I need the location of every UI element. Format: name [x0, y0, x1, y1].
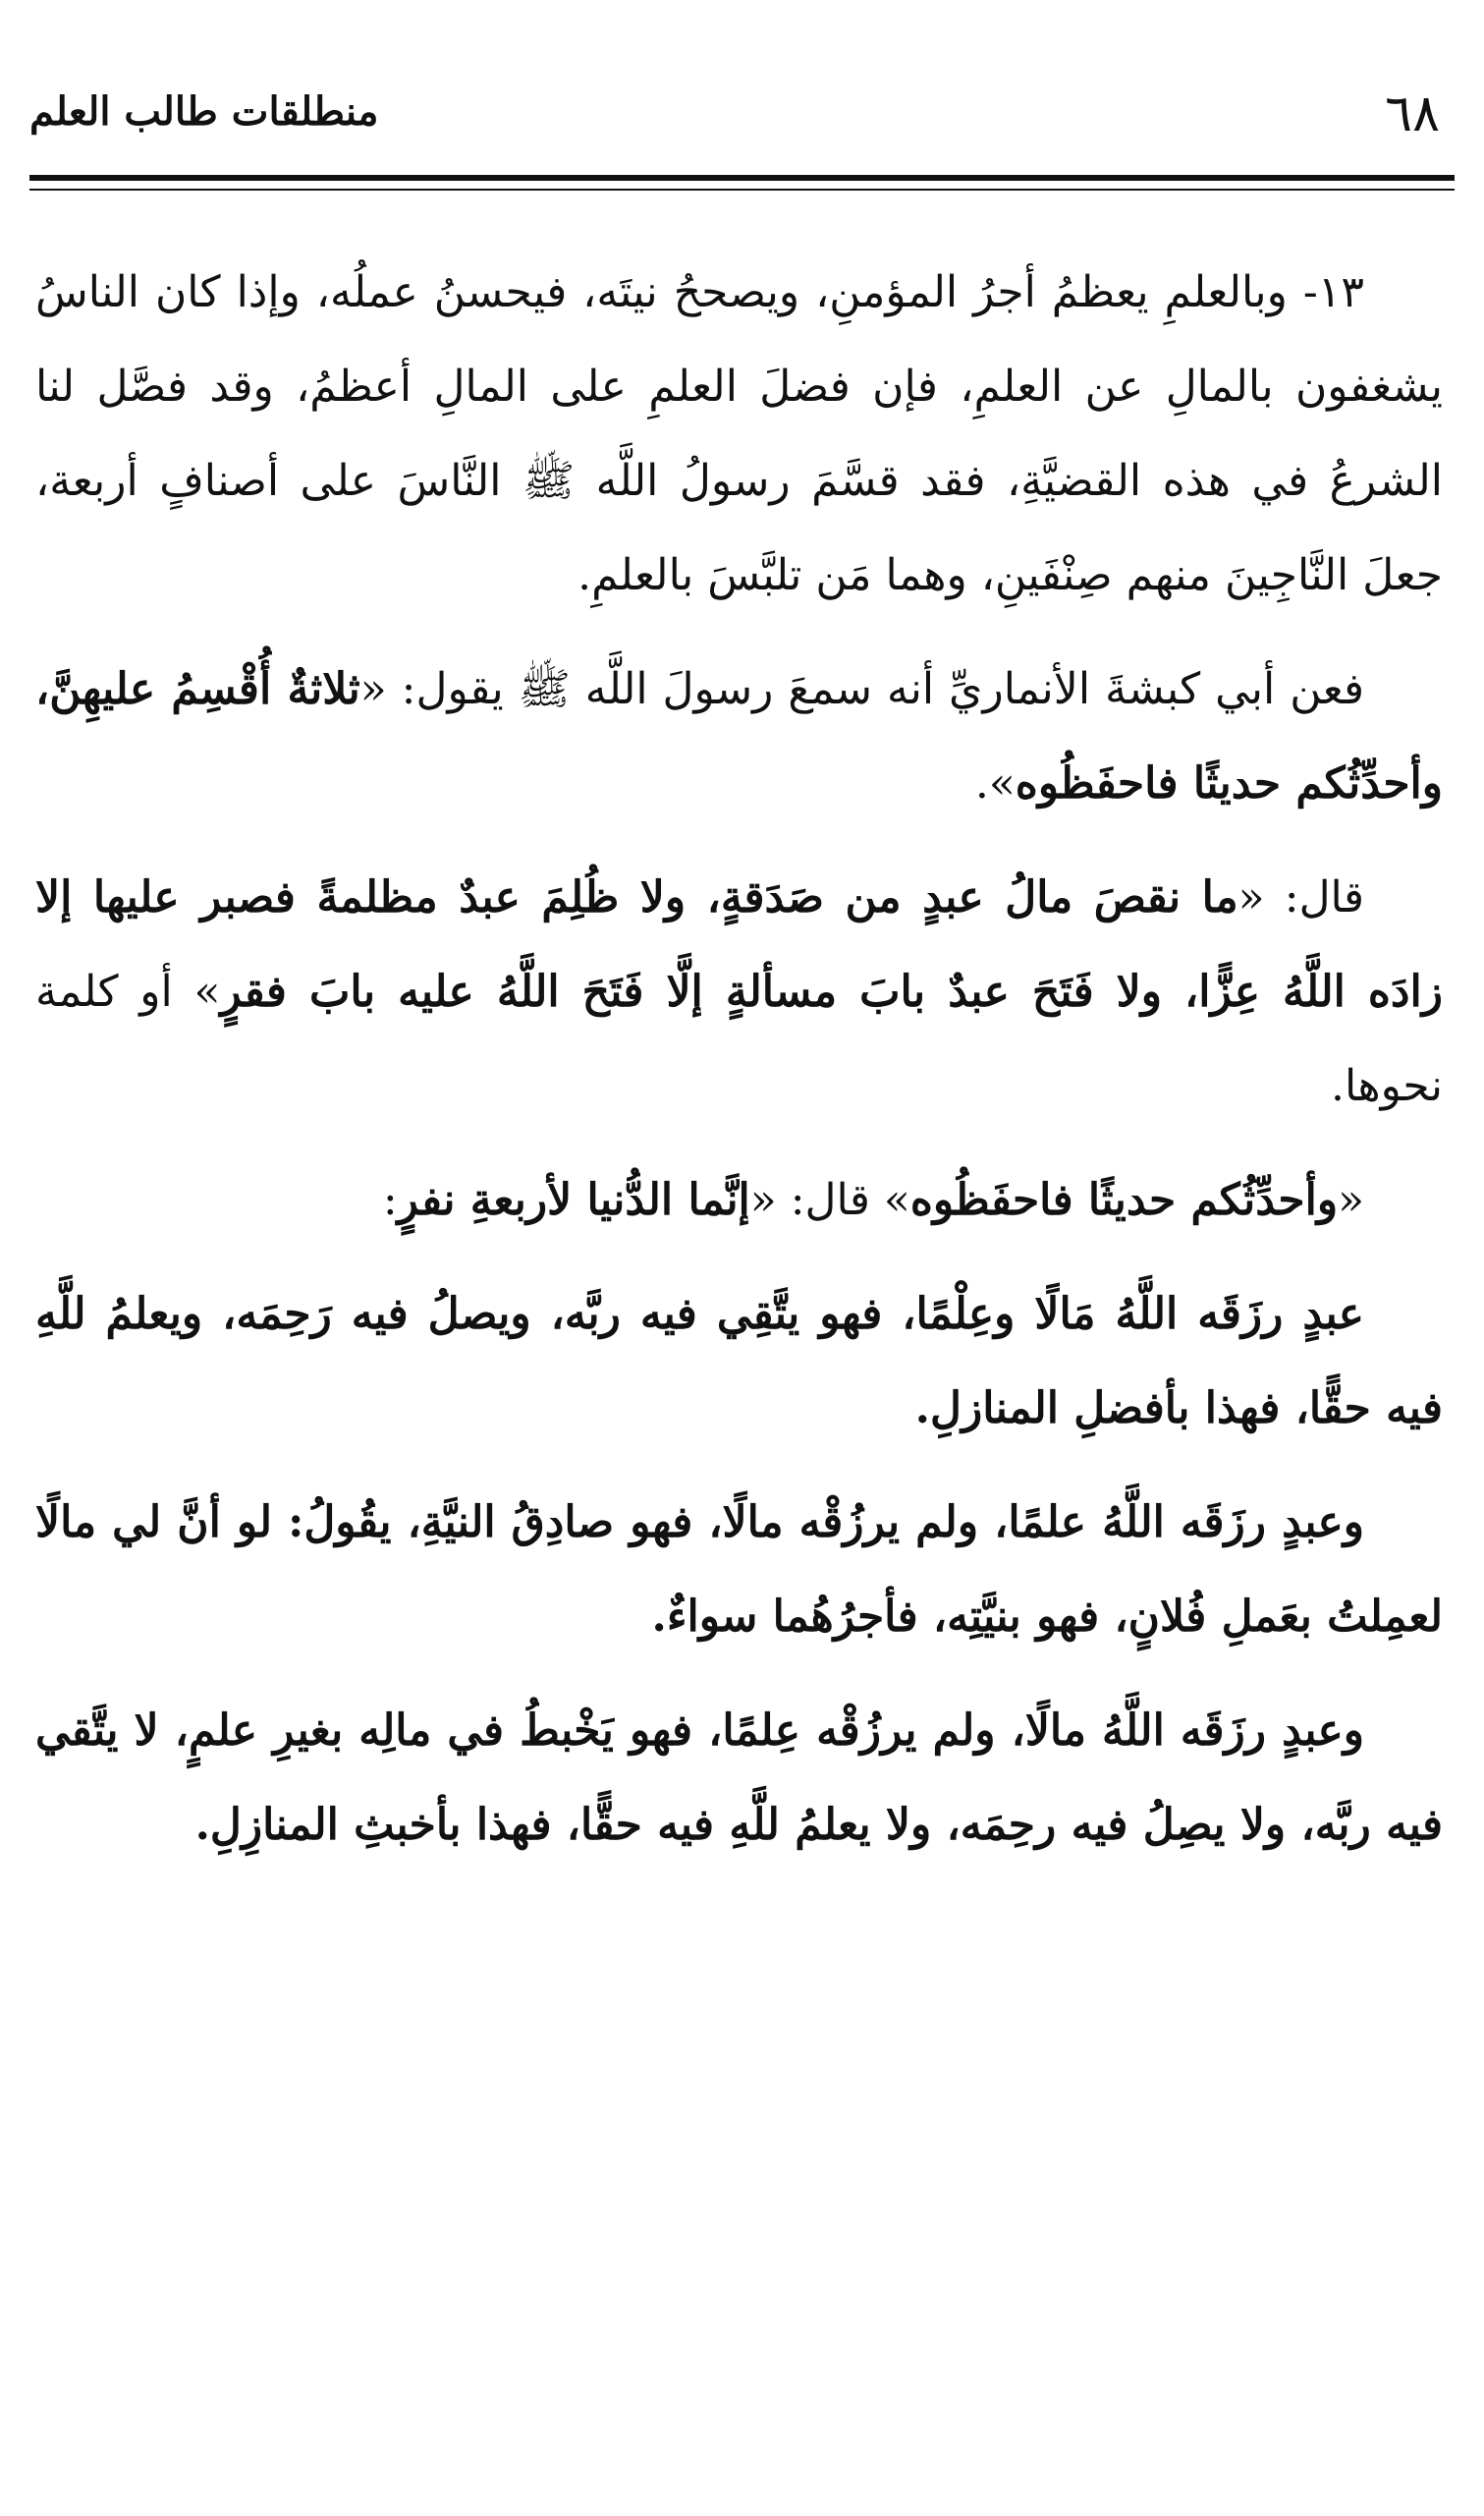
- page-header: [29, 79, 1440, 157]
- hadith-quote: وعبدٍ رزَقَه اللَّهُ مالًا، ولم يرزُقْه عِلمًا، فهو يَخْبطُ في مالِه بغيرِ علمٍ، لا يتَّقي فيه ربَّه، ولا يصِلُ فيه رحِمَه، ولا يعلمُ للَّهِ فيه حقًّا، فهذا بأخبثِ المنازِلِ.: [35, 1705, 1443, 1850]
- paragraph-text: ».: [974, 758, 1016, 809]
- running-title: منطلقات طالب العلم: [29, 88, 379, 135]
- paragraph-text: » أو كلمة نحوها.: [35, 967, 1443, 1111]
- hadith-quote: عبدٍ رزَقَه اللَّهُ مَالًا وعِلْمًا، فهو يتَّقِي فيه ربَّه، ويصلُ فيه رَحِمَه، ويعلمُ للَّهِ فيه حقًّا، فهذا بأفضلِ المنازلِ.: [35, 1289, 1443, 1433]
- third-servant-paragraph: [35, 1684, 1443, 1873]
- hadith-quote: إنَّما الدُّنيا لأربعةِ نفرٍ: [397, 1175, 750, 1225]
- paragraph-text: :: [382, 1175, 398, 1225]
- header-rule-thick: [29, 175, 1455, 181]
- hadith-quote: وأحدِّثُكم حديثًا فاحفَظُوه: [909, 1175, 1339, 1225]
- hadith-quote: ما نقصَ مالُ عبدٍ من صَدَقةٍ، ولا ظُلِمَ عبدٌ مظلمةً فصبر عليها إلا زادَه اللَّهُ عِزًّا، ولا فَتَحَ عبدٌ بابَ مسألةٍ إلَّا فَتَحَ اللَّهُ عليه بابَ فقرٍ: [35, 872, 1443, 1017]
- hadith-quote: وعبدٍ رزَقَه اللَّهُ علمًا، ولم يرزُقْه مالًا، فهو صادِقُ النيَّةِ، يقُولُ: لو أنَّ لي مالًا لعمِلتُ بعَملِ فُلانٍ، فهو بنيَّتِه، فأجرُهُما سواءٌ.: [35, 1497, 1443, 1642]
- four-people-intro-paragraph: [35, 1153, 1443, 1248]
- hadith-saying-paragraph: [35, 851, 1443, 1134]
- paragraph-13: [35, 246, 1443, 623]
- second-servant-paragraph: [35, 1476, 1443, 1664]
- paragraph-text: وبالعلمِ يعظمُ أجرُ المؤمنِ، ويصححُ نيتَه، فيحسنُ عملُه، وإذا كان الناسُ يشغفون بالمالِ عن العلمِ، فإن فضلَ العلمِ على المالِ أعظمُ، وقد فصَّل لنا الشرعُ في هذه القضيَّةِ، فقد قسَّمَ رسولُ اللَّه ﷺ النَّاسَ على أصنافٍ أربعة، جعلَ النَّاجِينَ منهم صِنْفَينِ، وهما مَن تلبَّسَ بالعلمِ.: [35, 267, 1443, 600]
- hadith-quote: ثلاثةٌ أُقْسِمُ عليهِنَّ، وأحدِّثُكم حديثًا فاحفَظُوه: [35, 664, 1443, 809]
- paragraph-text: قال: «: [1237, 872, 1364, 923]
- paragraph-text: فعن أبي كبشةَ الأنماريِّ أنه سمعَ رسولَ اللَّه ﷺ يقول: «: [359, 664, 1364, 714]
- page-body: [35, 246, 1443, 1873]
- page-number: ٦٨: [1385, 84, 1440, 143]
- first-servant-paragraph: [35, 1267, 1443, 1456]
- header-rule-thin: [29, 189, 1455, 191]
- paragraph-text: » قال: «: [749, 1175, 910, 1225]
- paragraph-number: ١٣-: [1302, 267, 1364, 317]
- hadith-intro-paragraph: [35, 643, 1443, 831]
- paragraph-text: «: [1338, 1175, 1364, 1225]
